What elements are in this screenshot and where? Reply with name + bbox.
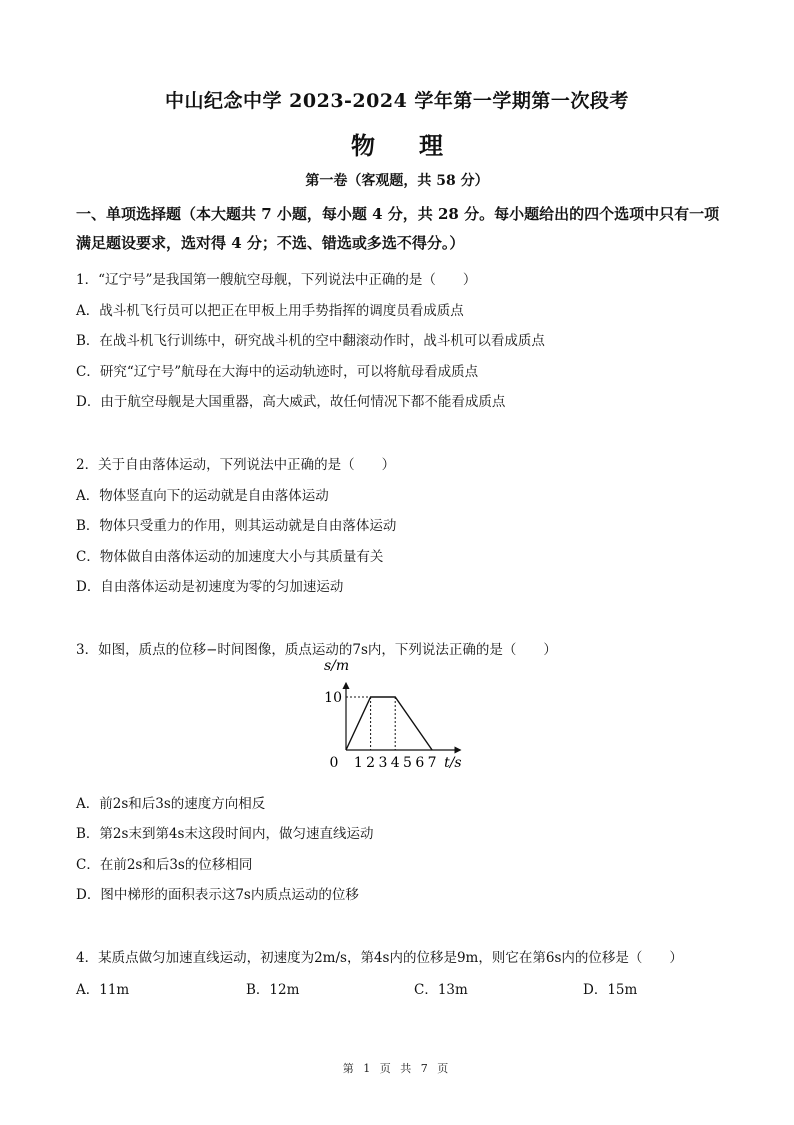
x-tick-label: 6 (415, 755, 425, 771)
subject-char: 物 (351, 131, 375, 160)
page-footer: 第 1 页 共 7 页 (342, 1062, 452, 1075)
x-tick-label: 0 (329, 755, 339, 771)
question-3-option-c: C．在前2s和后3s的位移相同 (76, 857, 253, 873)
question-3-option-a: A．前2s和后3s的速度方向相反 (76, 796, 266, 812)
question-4-choices (76, 978, 716, 998)
y-axis-label: s/m (324, 658, 350, 674)
question-1-option-a: A．战斗机飞行员可以把正在甲板上用手势指挥的调度员看成质点 (76, 303, 464, 319)
y-tick-label: 10 (324, 690, 342, 706)
question-3-stem: 3．如图，质点的位移−时间图像，质点运动的7s内，下列说法正确的是（ ） (76, 642, 557, 658)
question-4-choice-a: A．11m (76, 982, 130, 998)
exam-title: 中山纪念中学 2023-2024 学年第一学期第一次段考 (165, 90, 629, 112)
question-1-option-d: D．由于航空母舰是大国重器，高大威武，故任何情况下都不能看成质点 (76, 394, 506, 410)
question-4-choice-c: C．13m (414, 982, 468, 998)
x-tick-label: 7 (427, 755, 437, 771)
question-4-choice-d: D．15m (583, 982, 638, 998)
question-2-option-d: D．自由落体运动是初速度为零的匀加速运动 (76, 579, 344, 595)
question-2-option-a: A．物体竖直向下的运动就是自由落体运动 (76, 488, 329, 504)
x-tick-label: 1 (353, 755, 363, 771)
question-2-option-b: B．物体只受重力的作用，则其运动就是自由落体运动 (76, 518, 397, 534)
displacement-time-graph (316, 656, 476, 772)
x-tick-label: 4 (390, 755, 400, 771)
volume-heading: 第一卷（客观题，共 58 分） (305, 173, 489, 189)
question-2-stem: 2．关于自由落体运动，下列说法中正确的是（ ） (76, 457, 396, 473)
x-tick-label: 5 (403, 755, 412, 771)
question-1-option-c: C．研究“辽宁号”航母在大海中的运动轨迹时，可以将航母看成质点 (76, 364, 479, 380)
series-line (346, 697, 432, 750)
question-3-option-b: B．第2s末到第4s末这段时间内，做匀速直线运动 (76, 826, 374, 842)
x-axis-label: t/s (444, 755, 462, 771)
subject-title (0, 126, 794, 161)
question-1-stem: 1．“辽宁号”是我国第一艘航空母舰，下列说法中正确的是（ ） (76, 272, 477, 288)
question-4-stem: 4．某质点做匀加速直线运动，初速度为2m/s，第4s内的位移是9m，则它在第6s内的位移是（ ） (76, 950, 683, 966)
question-3-option-d: D．图中梯形的面积表示这7s内质点运动的位移 (76, 887, 359, 903)
question-2-option-c: C．物体做自由落体运动的加速度大小与其质量有关 (76, 549, 384, 565)
question-4-choice-b: B．12m (246, 982, 300, 998)
x-tick-label: 2 (366, 755, 376, 771)
section-heading: 一、单项选择题（本大题共 7 小题，每小题 4 分，共 28 分。每小题给出的四个选项中只有一项满足题设要求，选对得 4 分；不选、错选或多选不得分。） (76, 205, 720, 252)
x-tick-label: 3 (378, 755, 388, 771)
question-1-option-b: B．在战斗机飞行训练中，研究战斗机的空中翻滚动作时，战斗机可以看成质点 (76, 333, 545, 349)
subject-char: 理 (419, 131, 443, 160)
